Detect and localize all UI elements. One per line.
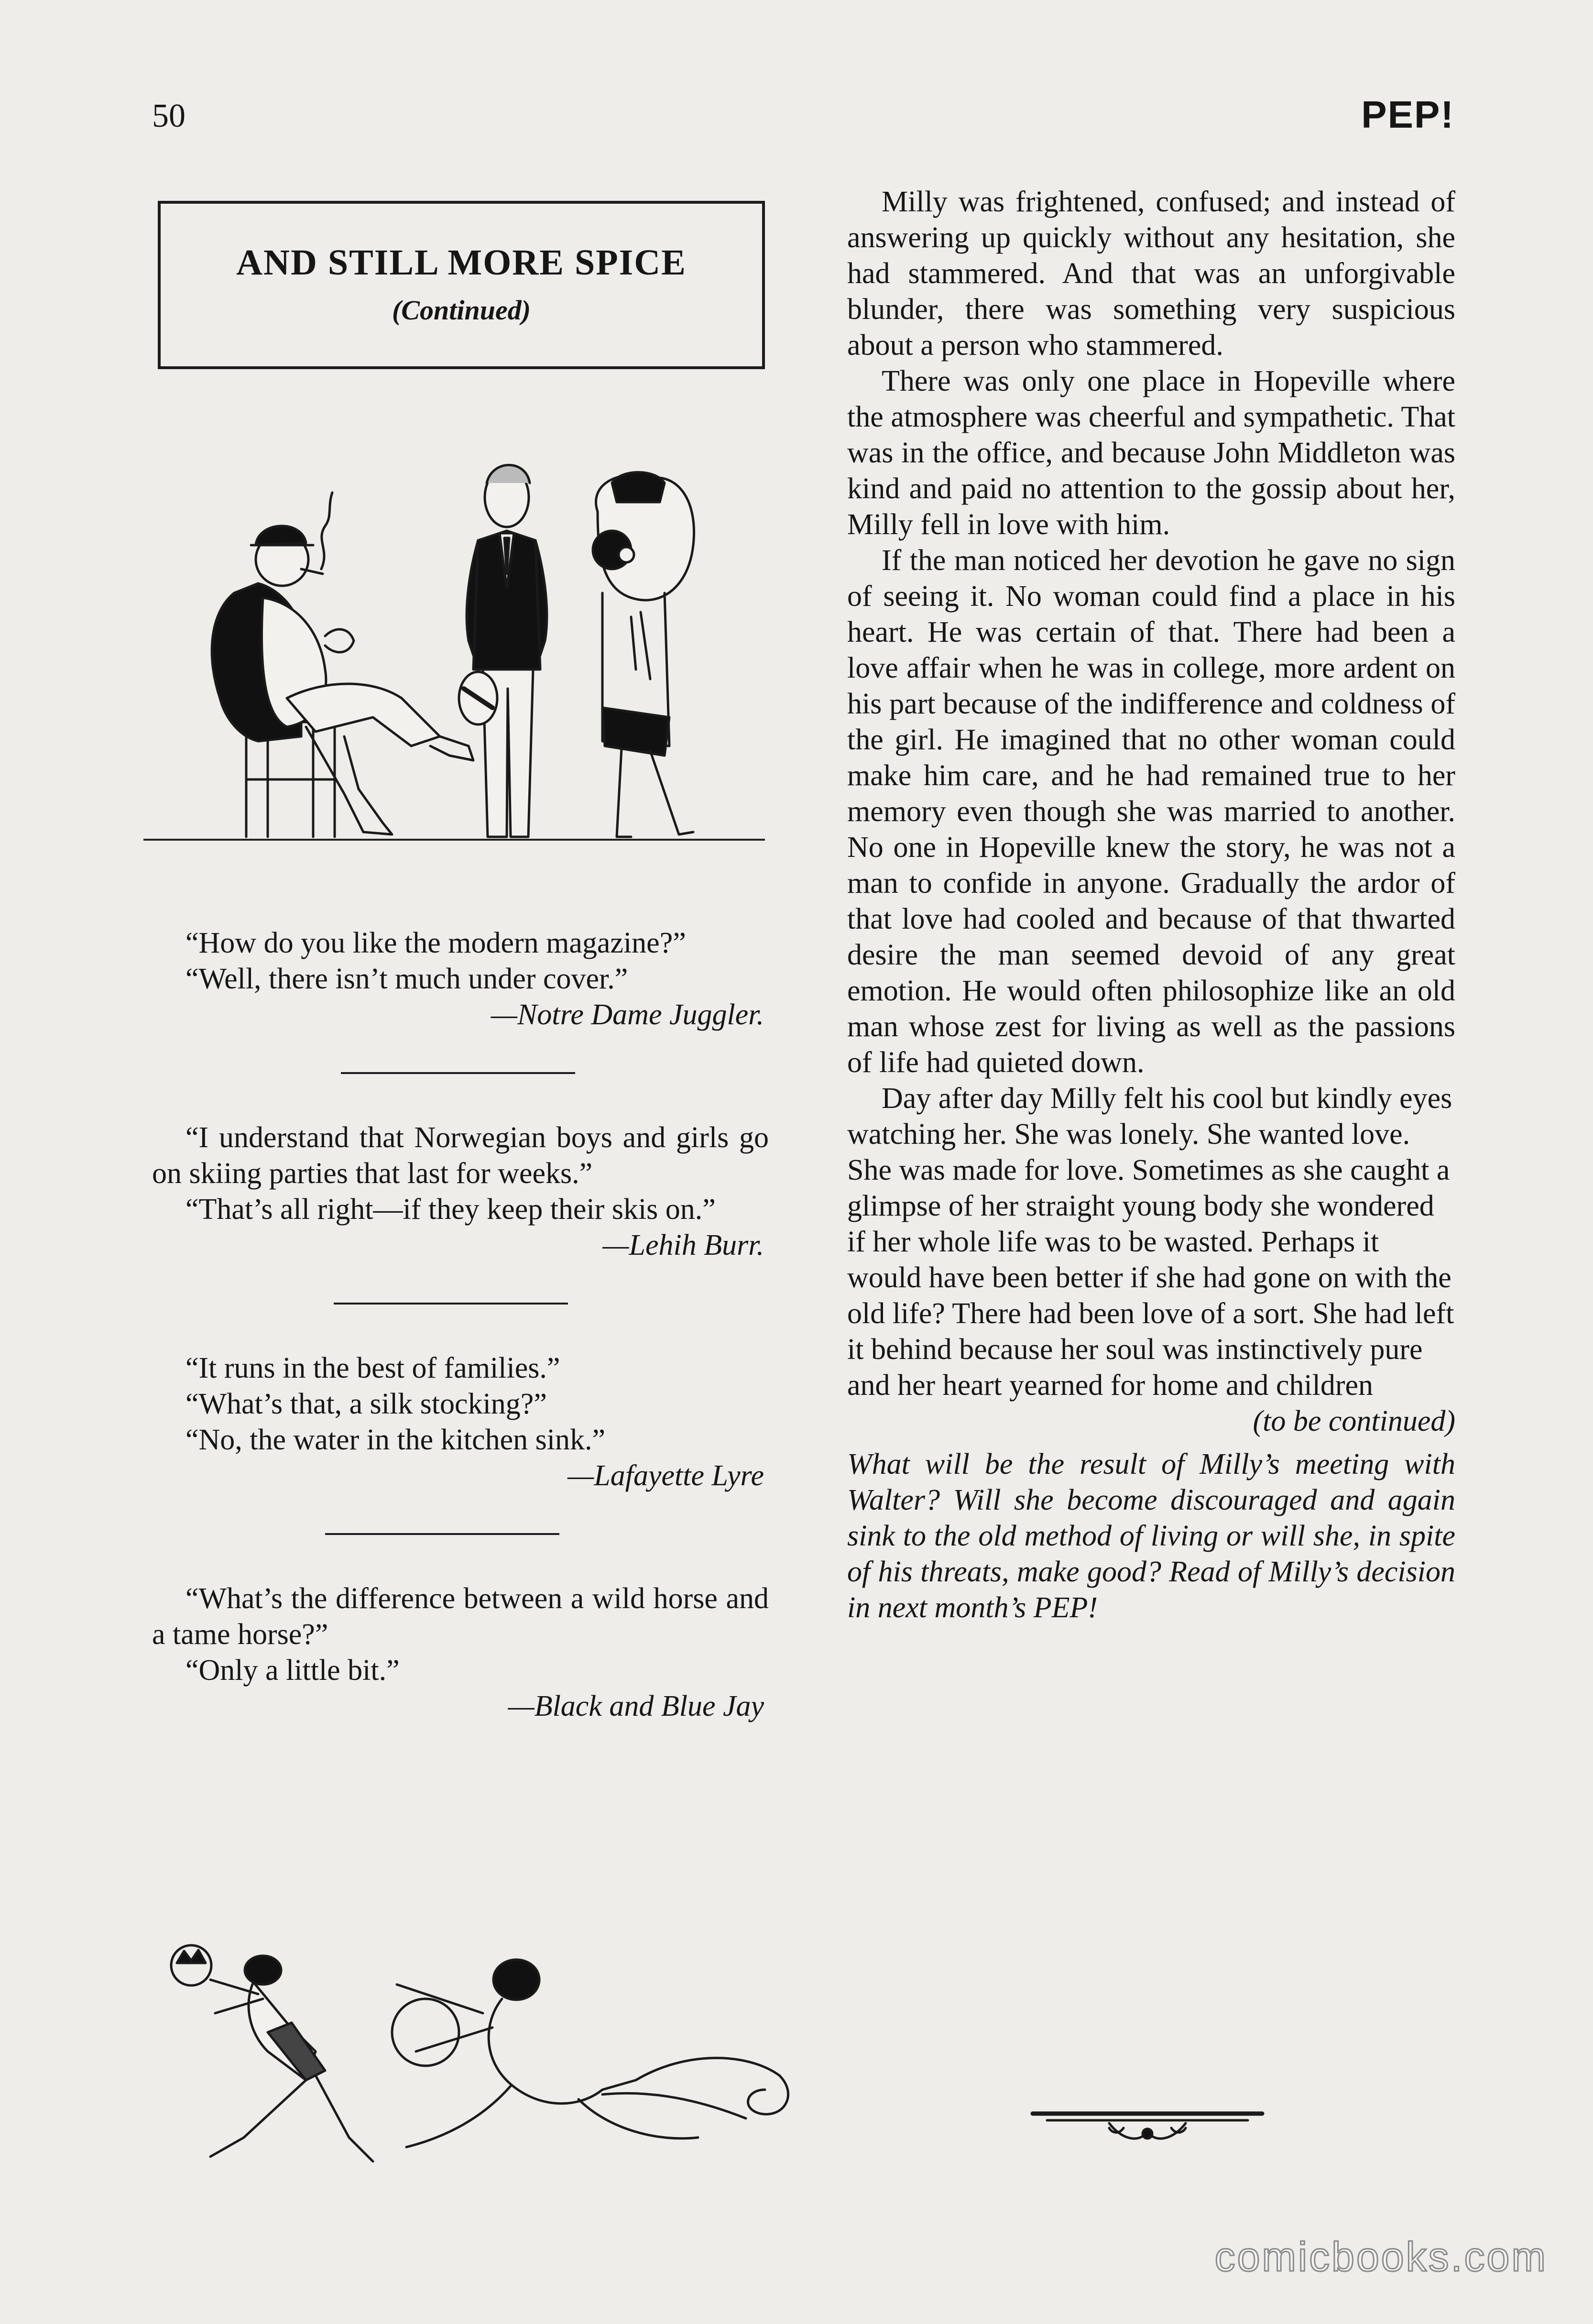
jokes-column — [152, 925, 769, 1724]
story-paragraph: Milly was frightened, confused; and instead of answering up quickly without any hesitation, she had stammered. And that was an unforgivable blunder, there was something very suspicious about a person who stammered. — [847, 186, 1455, 362]
joke-line: “I understand that Norwegian boys and girls go on skiing parties that last for weeks.” — [152, 1121, 769, 1190]
story-paragraph: There was only one place in Hopeville where the atmosphere was cheerful and sympathetic. That was in the office, and because John Middleton was kind and paid no attention to the gossip about her, Milly fell in love with him. — [847, 365, 1455, 541]
divider — [325, 1533, 559, 1535]
joke-line: “How do you like the modern magazine?” — [185, 927, 686, 959]
magazine-title: PEP! — [1361, 93, 1454, 136]
joke-credit: —Lehih Burr. — [602, 1229, 764, 1261]
joke-line: “That’s all right—if they keep their skis on.” — [185, 1193, 716, 1226]
joke-line: “What’s that, a silk stocking?” — [185, 1388, 547, 1420]
joke-4 — [152, 1581, 769, 1724]
joke-credit: —Lafayette Lyre — [567, 1459, 764, 1492]
joke-3 — [152, 1350, 769, 1494]
story-column — [847, 184, 1455, 1626]
joke-line: “What’s the difference between a wild horse and a tame horse?” — [152, 1582, 769, 1651]
joke-line: “No, the water in the kitchen sink.” — [185, 1424, 606, 1456]
story-paragraph: If the man noticed her devotion he gave no sign of seeing it. No woman could find a place in his heart. He was certain of that. There had been a love affair when he was in college, more ardent on his part because of the indifference and coldness of the girl. He imagined that no other woman could make him care, and he had remained true to her memory even though she was married to another. No one in Hopeville knew the story, he was not a man to confide in anyone. Gradually the ardor of that love had cooled and because of that thwarted desire the man seemed devoid of any great emotion. He would often philosophize like an old man whose zest for living as well as the passions of life had quieted down. — [847, 544, 1455, 1079]
joke-1 — [152, 925, 769, 1033]
cartoon-illustration-three-figures — [143, 430, 765, 842]
divider — [334, 1303, 568, 1305]
joke-line: “Well, there isn’t much under cover.” — [185, 963, 628, 995]
section-title: AND STILL MORE SPICE — [236, 242, 687, 283]
story-paragraph-text: Day after day Milly felt his cool but kindly eyes watching her. She was lonely. She wanted love. She was made for love. Sometimes as she caught a glimpse of her straight young body she wondered if her whole life was to be wasted. Perhaps it would have been better if she had gone on with the old life? There had been love of a sort. She had left it behind because her soul was instinctively pure and her heart yearned for home and children — [847, 1082, 1454, 1402]
joke-credit: —Notre Dame Juggler. — [491, 998, 764, 1031]
divider — [341, 1072, 575, 1074]
to-be-continued-note: (to be continued) — [1253, 1405, 1455, 1437]
joke-2 — [152, 1120, 769, 1263]
section-subtitle: (Continued) — [392, 295, 531, 326]
watermark: comicbooks.com — [1214, 2234, 1548, 2280]
page-number: 50 — [152, 98, 185, 134]
section-title-box — [158, 201, 765, 369]
dancers-illustration — [148, 1937, 808, 2185]
next-issue-teaser: What will be the result of Milly’s meeting with Walter? Will she become discouraged and again sink to the old method of living or will she, in spite of his threats, make good? Read of Milly’s decision in next month’s PEP! — [847, 1448, 1455, 1624]
decorative-ornament-divider — [1028, 2104, 1267, 2147]
joke-credit: —Black and Blue Jay — [508, 1690, 764, 1722]
story-paragraph-final — [847, 1081, 1455, 1437]
joke-line: “It runs in the best of families.” — [185, 1352, 560, 1384]
joke-line: “Only a little bit.” — [185, 1654, 400, 1687]
